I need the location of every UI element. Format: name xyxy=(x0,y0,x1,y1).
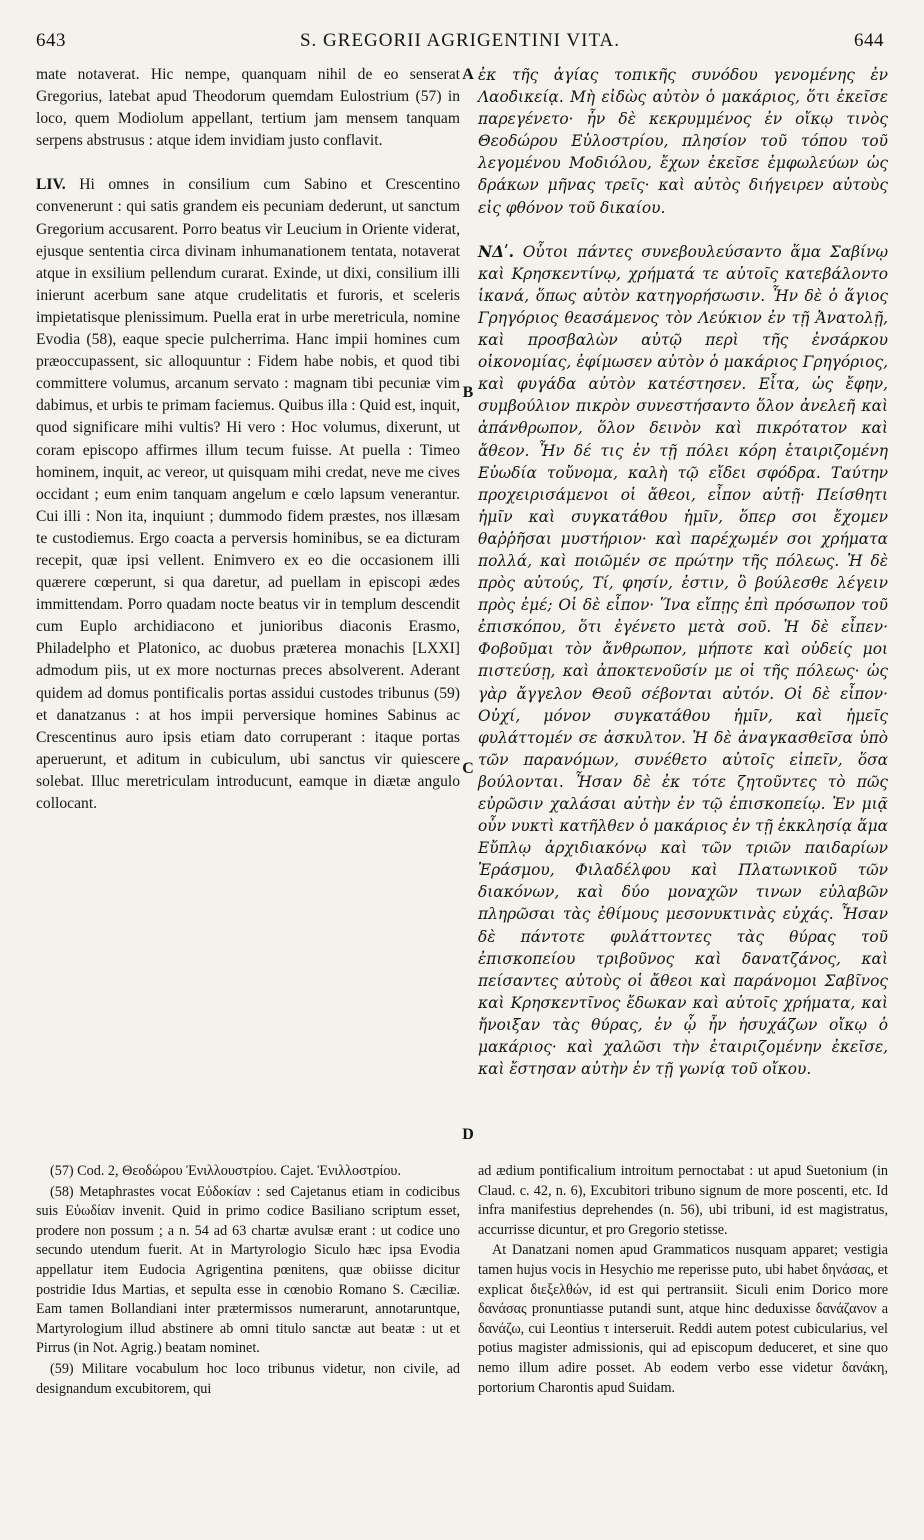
latin-section-text: Hi omnes in consilium cum Sabino et Crescentino convenerunt : qui satis grandem eis pecuniam dederunt, ut sanctum Gregorium accusarent. Porro beatus vir Leucium in Oriente viderat, ejusque sententia circa divinam inhumanationem tentata, notaverat atque in exsilium pellendum curarat. Exinde, ut dixi, consilium illi inierunt acerbum sane atque crudelitatis et furoris, et sceleris impietatisque plenissimum. Puella erat in urbe meretricula, nomine Evodia (58), eaque specie pulcherrima. Hanc impii homines cum præoccupassent, sic alloquuntur : Fidem habe nobis, et quod tibi committere volumus, arcanum servato : magnam tibi pecuniæ vim dabimus, et urbis te primam faciemus. Quibus illa : Quid est, inquit, quod significare mihi vultis? Hi vero : Hoc volumus, dixerunt, ut coram episcopo affirmes illum tecum fuisse. At puella : Timeo hominem, inquit, ac vereor, ut quisquam mihi credat, neve me cives occidant ; eum enim tanquam angelum e cœlo lapsum venerantur. Cui illi : Non ita, inquiunt ; dummodo fidem præstes, nos illæsam te custodiemus. Ergo coacta a perversis hominibus, se ea dicturam recepit, quæ ipsi vellent. Enimvero ex eo die occasionem illi quærere cœperunt, si qua daretur, ad puellam in episcopi ædes immittendam. Porro quadam nocte beatus vir in templum descendit cum Euplo archidiacono et junioribus diaconis Erasmo, Philadelpho et Platonico, ac duobus præterea monachis [LXXI] admodum piis, ut ex more nocturnas preces absolverent. Aderant quidem ad domus pontificalis portas assidui custodes tribunus (59) et danatzanus : at hos impii perversique homines Sabinus ac Crescentinus auro ipsis etiam dato corruperant : itaque portas aperuerunt, et aditum in cubiculum, ubi sanctus vir quiescere solebat. Illuc meretriculam introducunt, eamque in diætæ angulo collocant. xyxy=(36,176,461,812)
greek-section-text: Οὗτοι πάντες συνεβουλεύσαντο ἅμα Σαβίνῳ καὶ Κρησκεντίνῳ, χρήματά τε αὐτοῖς κατεβάλοντο ἱκανά, ὅπως αὐτὸν κατηγορήσωσιν. Ἦν δὲ ὁ ἅγιος Γρηγόριος θεασάμενος τὸν Λεύκιον ἐν τῇ Ἀνατολῇ, καὶ προσβαλὼν αὐτῷ περὶ τῆς ἐνσάρκου οἰκονομίας, ἐφίμωσεν αὐτὸν ὁ μακάριος Γρηγόριος, καὶ φυγάδα αὐτὸν κατέστησεν. Εἶτα, ὡς ἔφην, συμβούλιον πικρὸν συνεστήσαντο ὅλον ἀνελεῆ καὶ ἀπάνθρωπον, ὅλον δεινὸν καὶ πικρότατον καὶ ἄθεον. Ἦν δέ τις ἐν τῇ πόλει κόρη ἑταιριζομένη Εὐωδία τοὔνομα, καλὴ τῷ εἴδει σφόδρα. Ταύτην προχειρισάμενοι οἱ ἄθεοι, εἶπον αὐτῇ· Πείσθητι ἡμῖν καὶ συγκατάθου ἡμῖν, ὅπερ σοι ἔχομεν θαῤῥῆσαι μυστήριον· καὶ παρέχωμέν σοι χρήματα πολλά, καὶ ποιῶμέν σε πρώτην τῆς πόλεως. Ἡ δὲ πρὸς αὐτούς, Τί, φησίν, ἐστιν, ὃ βούλεσθε λέγειν πρὸς ἐμέ; Οἱ δὲ εἶπον· Ἵνα εἴπῃς ἐπὶ πρόσωπον τοῦ ἐπισκόπου, ὅτι ἐγένετο μετὰ σοῦ. Ἡ δὲ εἶπεν· Φοβοῦμαι τὸν ἄνθρωπον, μήποτε καὶ οὐδείς μοι πιστεύσῃ, καὶ ἀποκτενοῦσίν με οἱ τῆς πόλεως· ὡς γὰρ ἄγγελον Θεοῦ σέβονται αὐτόν. Οἱ δὲ εἶπον· Οὐχί, μόνον συγκατάθου ἡμῖν, καὶ ἡμεῖς φυλάττομέν σε ἀσκυλτον. Ἡ δὲ ἀναγκασθεῖσα ὑπὸ τῶν παρανόμων, συνέθετο αὐτοῖς εἰπεῖν, ὅσα βούλονται. Ἦσαν δὲ ἐκ τότε ζητοῦντες τὸ πῶς εὐρῶσιν χαλάσαι αὐτὴν ἐν τῷ ἐπισκοπείῳ. Ἐν μιᾷ οὖν νυκτὶ κατῆλθεν ὁ μακάριος ἐν τῇ ἐκκλησίᾳ ἅμα Εὔπλῳ ἀρχιδιακόνῳ καὶ τῶν τριῶν παιδαρίων Ἐράσμου, Φιλαδέλφου καὶ Πλατωνικοῦ τῶν διακόνων, καὶ δύο μοναχῶν τινων εὐλαβῶν πληρῶσαι τὰς ἐθίμους μεσονυκτινὰς εὐχάς. Ἦσαν δὲ πάντοτε φυλάττοντες τὰς θύρας τοῦ ἐπισκοπείου τριβοῦνος καὶ δανατζάνος, καὶ πείσαντες αὐτοὺς οἱ ἄθεοι καὶ παράνομοι Σαβῖνος καὶ Κρησκεντῖνος ἔδωκαν καὶ αὐτοῖς χρήματα, καὶ ἤνοιξαν τὰς θύρας, ἐν ᾧ ἦν ἡσυχάζων οἴκῳ ὁ μακάριος· καὶ χαλῶσι τὴν ἑταιριζομένην ἐκεῖσε, καὶ ἔστησαν αὐτὴν ἐν τῇ γωνίᾳ τοῦ οἴκου. xyxy=(478,242,888,1079)
footnotes-left xyxy=(36,1162,460,1400)
latin-column xyxy=(36,64,460,815)
latin-section-54 xyxy=(36,174,460,815)
footnote-danatzanus: At Danatzani nomen apud Grammaticos nusquam apparet; vestigia tamen hujus vocis in Hesychio me reperisse puto, ubi habet δηνάσας, et explicat διεξελθών, id est qui pertransiit. Siculi enim Dorico more δανάσας pronuntiasse putandi sunt, atque hinc deduxisse δανάζανον a δανάζω, cui Leontius τ interseruit. Reddi autem potest cubicularius, vel potius magister admissionis, qui ad episcopum deduceret, et sine quo nemo illum adire posset. Ab eodem verbo esse videtur δανάκη, portorium Charontis apud Suidam. xyxy=(478,1242,888,1396)
page-number-right: 644 xyxy=(854,30,884,51)
latin-section-number: LIV. xyxy=(36,176,66,194)
footnotes-right xyxy=(478,1162,888,1399)
margin-marker-c: C xyxy=(462,760,474,777)
margin-marker-a: A xyxy=(462,66,474,83)
greek-column xyxy=(478,64,888,1080)
running-header xyxy=(36,30,884,60)
footnote-58: (58) Metaphrastes vocat Εὐδοκίαν : sed Cajetanus etiam in codicibus suis Εὐωδίαν invenit. Quid in primo codice Basiliano scriptum esset, prodere non possum ; a n. 54 ad 63 chartæ avulsæ erant : ut codice uno secundo utendum fuerit. At in Martyrologio Siculo hæc ipsa Evodia appellatur item Eudocia Agrigentina pœnitens, quæ obiisse dicitur postridie Idus Martias, et sepulta esse in cœnobio Romano S. Cæciliæ. Eam tamen Bollandiani inter prætermissos numerarunt, annotaruntque, Martyrologium illud abstinere ab omni titulo sanctæ aut beatæ : ut et Pirrus (in Not. Agrig.) beatam nominet. xyxy=(36,1183,460,1357)
footnote-57: (57) Cod. 2, Θεοδώρου Ἐνιλλουστρίου. Cajet. Ἐνιλλοστρίου. xyxy=(50,1163,402,1179)
page-number-left: 643 xyxy=(36,30,66,51)
greek-section-54 xyxy=(478,241,888,1081)
running-title: S. GREGORII AGRIGENTINI VITA. xyxy=(299,30,621,51)
footnote-59-continued: ad ædium pontificalium introitum pernoctabat : ut apud Suetonium (in Claud. c. 42, n. 6), Excubitori tribuno signum de more poscenti, etc. Id infra manifestius deprehendes (n. 56), ubi tribuni, id est magistratus, accurrisse dicuntur, et pro Gregorio stetisse. xyxy=(478,1163,888,1238)
margin-marker-d: D xyxy=(462,1126,474,1143)
latin-intro: mate notaverat. Hic nempe, quanquam nihil de eo senserat Gregorius, latebat apud Theodorum quemdam Eulostrium (57) in loco, quem Modiolum appellant, tertium jam mensem tanquam serpens abstrusus : atque idem invidiam justo conflavit. xyxy=(36,66,460,150)
greek-section-number: ΝΔʹ. xyxy=(478,242,515,261)
margin-marker-b: B xyxy=(462,384,474,401)
footnote-59: (59) Militare vocabulum hoc loco tribunus videtur, non civile, ad designandum excubitorem, qui xyxy=(36,1360,460,1397)
greek-intro: ἐκ τῆς ἁγίας τοπικῆς συνόδου γενομένης ἐν Λαοδικείᾳ. Μὴ εἰδὼς αὐτὸν ὁ μακάριος, ὅτι ἐκεῖσε παρεγένετο· ἦν δὲ κεκρυμμένος ἐν οἴκῳ τινὸς Θεοδώρου Εὐλοστρίου, πλησίον τοῦ τόπου τοῦ λεγομένου Μοδιόλου, ἔχων ἐκεῖσε ἐμφωλεύων ὡς δράκων μῆνας τρεῖς· καὶ αὐτὸς διήγειρεν αὐτοὺς εἰς φθόνον τοῦ δικαίου. xyxy=(478,66,888,217)
